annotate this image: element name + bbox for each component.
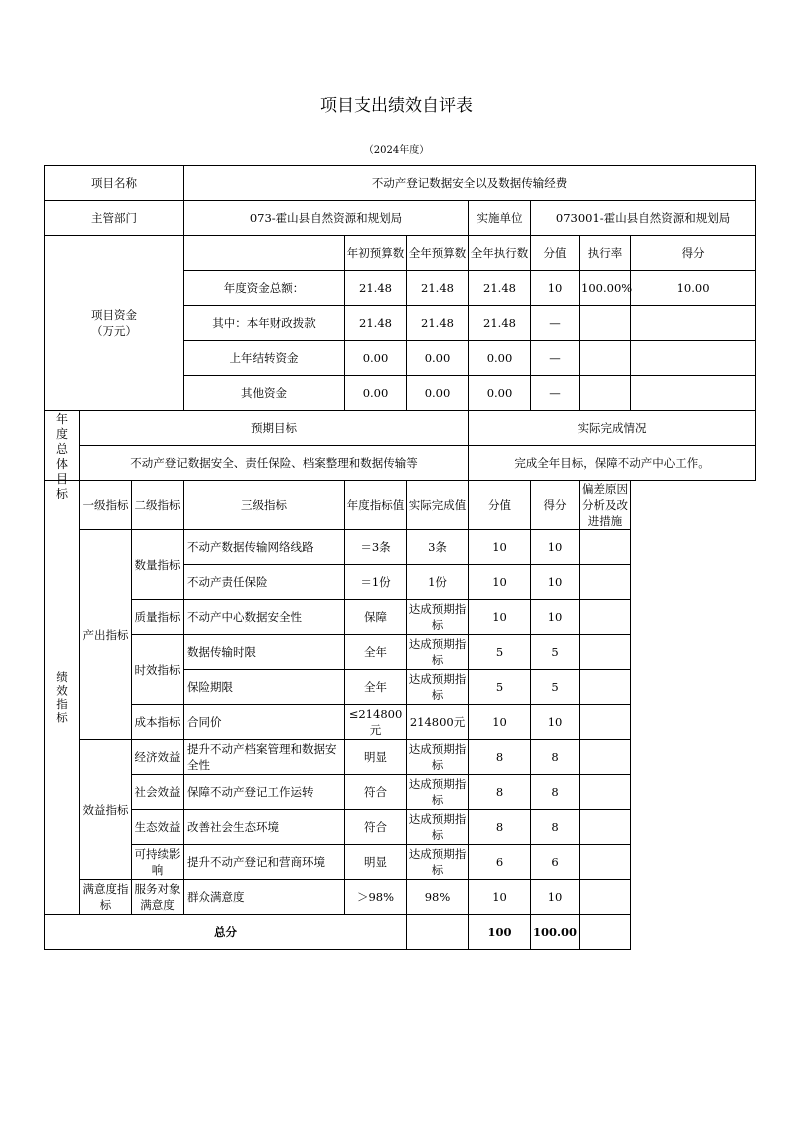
year-label: （2024年度） <box>363 145 430 156</box>
funds-value: 21.48 <box>469 271 531 306</box>
actual-value: 达成预期指标 <box>407 810 469 845</box>
target-value: 明显 <box>345 845 407 880</box>
level2-indicator: 可持续影响 <box>132 845 184 880</box>
level3-indicator: 提升不动产登记和营商环境 <box>184 845 345 880</box>
funds-row-label: 其他资金 <box>184 376 345 411</box>
deviation-analysis <box>580 775 631 810</box>
perf-header-row <box>45 481 756 530</box>
score-value: 8 <box>469 810 531 845</box>
funds-value <box>631 306 756 341</box>
got-score: 8 <box>531 775 580 810</box>
got-score: 5 <box>531 670 580 705</box>
deviation-analysis <box>580 530 631 565</box>
perf-header: 偏差原因分析及改进措施 <box>580 481 631 530</box>
got-score: 10 <box>531 565 580 600</box>
total-score: 100 <box>469 915 531 950</box>
dept-label: 主管部门 <box>45 201 184 236</box>
level1-indicator: 产出指标 <box>80 530 132 740</box>
department-row <box>45 201 756 236</box>
funds-value: 0.00 <box>407 376 469 411</box>
perf-row <box>45 635 756 670</box>
funds-value: 10.00 <box>631 271 756 306</box>
level3-indicator: 保障不动产登记工作运转 <box>184 775 345 810</box>
perf-header: 三级指标 <box>184 481 345 530</box>
goals-header-row <box>45 411 756 446</box>
target-value: ＝3条 <box>345 530 407 565</box>
deviation-analysis <box>580 880 631 915</box>
score-value: 10 <box>469 600 531 635</box>
total-label: 总分 <box>45 915 407 950</box>
funds-value: — <box>531 376 580 411</box>
target-value: 明显 <box>345 740 407 775</box>
target-value: ＞98% <box>345 880 407 915</box>
funds-value: 0.00 <box>345 341 407 376</box>
actual-result-label: 实际完成情况 <box>469 411 756 446</box>
level3-indicator: 合同价 <box>184 705 345 740</box>
got-score: 8 <box>531 810 580 845</box>
actual-value: 达成预期指标 <box>407 775 469 810</box>
got-score: 8 <box>531 740 580 775</box>
funds-header: 全年预算数 <box>407 236 469 271</box>
unit-label: 实施单位 <box>469 201 531 236</box>
level2-indicator: 数量指标 <box>132 530 184 600</box>
funds-value: 21.48 <box>469 306 531 341</box>
blank-cell <box>580 915 631 950</box>
score-value: 10 <box>469 565 531 600</box>
actual-result: 完成全年目标，保障不动产中心工作。 <box>469 446 756 481</box>
level3-indicator: 不动产责任保险 <box>184 565 345 600</box>
funds-header-row <box>45 236 756 271</box>
funds-header: 执行率 <box>580 236 631 271</box>
target-value: ＝1份 <box>345 565 407 600</box>
score-value: 5 <box>469 670 531 705</box>
actual-value: 达成预期指标 <box>407 740 469 775</box>
actual-value: 1份 <box>407 565 469 600</box>
actual-value: 达成预期指标 <box>407 670 469 705</box>
goals-label <box>45 411 80 501</box>
funds-value: 21.48 <box>345 271 407 306</box>
actual-value: 3条 <box>407 530 469 565</box>
expected-goal-label: 预期目标 <box>80 411 469 446</box>
score-value: 10 <box>469 880 531 915</box>
level2-indicator: 质量指标 <box>132 600 184 635</box>
deviation-analysis <box>580 705 631 740</box>
level3-indicator: 数据传输时限 <box>184 635 345 670</box>
goals-label-text: 年度总体目标 <box>55 411 68 501</box>
deviation-analysis <box>580 670 631 705</box>
funds-value: — <box>531 341 580 376</box>
level3-indicator: 不动产数据传输网络线路 <box>184 530 345 565</box>
got-score: 5 <box>531 635 580 670</box>
funds-value <box>580 306 631 341</box>
funds-value: 21.48 <box>345 306 407 341</box>
target-value: 符合 <box>345 775 407 810</box>
perf-row <box>45 530 756 565</box>
target-value: 保障 <box>345 600 407 635</box>
perf-row <box>45 740 756 775</box>
perf-row <box>45 880 756 915</box>
deviation-analysis <box>580 740 631 775</box>
target-value: 全年 <box>345 670 407 705</box>
funds-label: 项目资金 （万元） <box>45 236 184 411</box>
funds-header: 分值 <box>531 236 580 271</box>
level2-indicator: 生态效益 <box>132 810 184 845</box>
perf-row <box>45 845 756 880</box>
blank-cell <box>184 236 345 271</box>
funds-header: 全年执行数 <box>469 236 531 271</box>
funds-value: 100.00% <box>580 271 631 306</box>
level1-indicator: 效益指标 <box>80 740 132 880</box>
got-score: 10 <box>531 705 580 740</box>
level3-indicator: 保险期限 <box>184 670 345 705</box>
perf-label: 绩效指标 <box>45 481 80 915</box>
funds-row-label: 年度资金总额： <box>184 271 345 306</box>
project-name-value: 不动产登记数据安全以及数据传输经费 <box>184 166 756 201</box>
score-value: 5 <box>469 635 531 670</box>
deviation-analysis <box>580 810 631 845</box>
target-value: 全年 <box>345 635 407 670</box>
actual-value: 达成预期指标 <box>407 600 469 635</box>
perf-header: 得分 <box>531 481 580 530</box>
level3-indicator: 不动产中心数据安全性 <box>184 600 345 635</box>
level3-indicator: 改善社会生态环境 <box>184 810 345 845</box>
funds-value <box>580 341 631 376</box>
unit-value: 073001-霍山县自然资源和规划局 <box>531 201 756 236</box>
funds-value: 0.00 <box>469 376 531 411</box>
blank-cell <box>407 915 469 950</box>
perf-row <box>45 705 756 740</box>
funds-value: 0.00 <box>407 341 469 376</box>
actual-value: 达成预期指标 <box>407 635 469 670</box>
expected-goal: 不动产登记数据安全、责任保险、档案整理和数据传输等 <box>80 446 469 481</box>
score-value: 10 <box>469 705 531 740</box>
actual-value: 达成预期指标 <box>407 845 469 880</box>
level2-indicator: 成本指标 <box>132 705 184 740</box>
level2-indicator: 时效指标 <box>132 635 184 705</box>
total-got: 100.00 <box>531 915 580 950</box>
level2-indicator: 社会效益 <box>132 775 184 810</box>
deviation-analysis <box>580 845 631 880</box>
perf-header: 二级指标 <box>132 481 184 530</box>
funds-value: 10 <box>531 271 580 306</box>
funds-header: 年初预算数 <box>345 236 407 271</box>
perf-row <box>45 810 756 845</box>
got-score: 10 <box>531 530 580 565</box>
score-value: 6 <box>469 845 531 880</box>
funds-value <box>631 341 756 376</box>
funds-value: 21.48 <box>407 271 469 306</box>
perf-header: 年度指标值 <box>345 481 407 530</box>
got-score: 10 <box>531 880 580 915</box>
score-value: 8 <box>469 775 531 810</box>
perf-row <box>45 775 756 810</box>
perf-header: 实际完成值 <box>407 481 469 530</box>
dept-value: 073-霍山县自然资源和规划局 <box>184 201 469 236</box>
got-score: 10 <box>531 600 580 635</box>
level3-indicator: 提升不动产档案管理和数据安全性 <box>184 740 345 775</box>
funds-header: 得分 <box>631 236 756 271</box>
funds-row-label: 其中：本年财政拨款 <box>184 306 345 341</box>
target-value: ≤214800元 <box>345 705 407 740</box>
funds-value: 21.48 <box>407 306 469 341</box>
project-name-row <box>45 166 756 201</box>
deviation-analysis <box>580 565 631 600</box>
target-value: 符合 <box>345 810 407 845</box>
funds-value: 0.00 <box>469 341 531 376</box>
score-value: 8 <box>469 740 531 775</box>
got-score: 6 <box>531 845 580 880</box>
perf-header: 分值 <box>469 481 531 530</box>
project-name-label: 项目名称 <box>45 166 184 201</box>
deviation-analysis <box>580 600 631 635</box>
goals-row <box>45 446 756 481</box>
level2-indicator: 经济效益 <box>132 740 184 775</box>
perf-row <box>45 600 756 635</box>
level2-indicator: 服务对象满意度 <box>132 880 184 915</box>
funds-value: 0.00 <box>345 376 407 411</box>
perf-header: 一级指标 <box>80 481 132 530</box>
page-title: 项目支出绩效自评表 <box>320 96 473 116</box>
funds-value <box>580 376 631 411</box>
actual-value: 214800元 <box>407 705 469 740</box>
self-evaluation-table <box>44 165 756 950</box>
actual-value: 98% <box>407 880 469 915</box>
score-value: 10 <box>469 530 531 565</box>
level1-indicator: 满意度指标 <box>80 880 132 915</box>
total-row <box>45 915 756 950</box>
funds-row-label: 上年结转资金 <box>184 341 345 376</box>
level3-indicator: 群众满意度 <box>184 880 345 915</box>
funds-value <box>631 376 756 411</box>
deviation-analysis <box>580 635 631 670</box>
funds-value: — <box>531 306 580 341</box>
